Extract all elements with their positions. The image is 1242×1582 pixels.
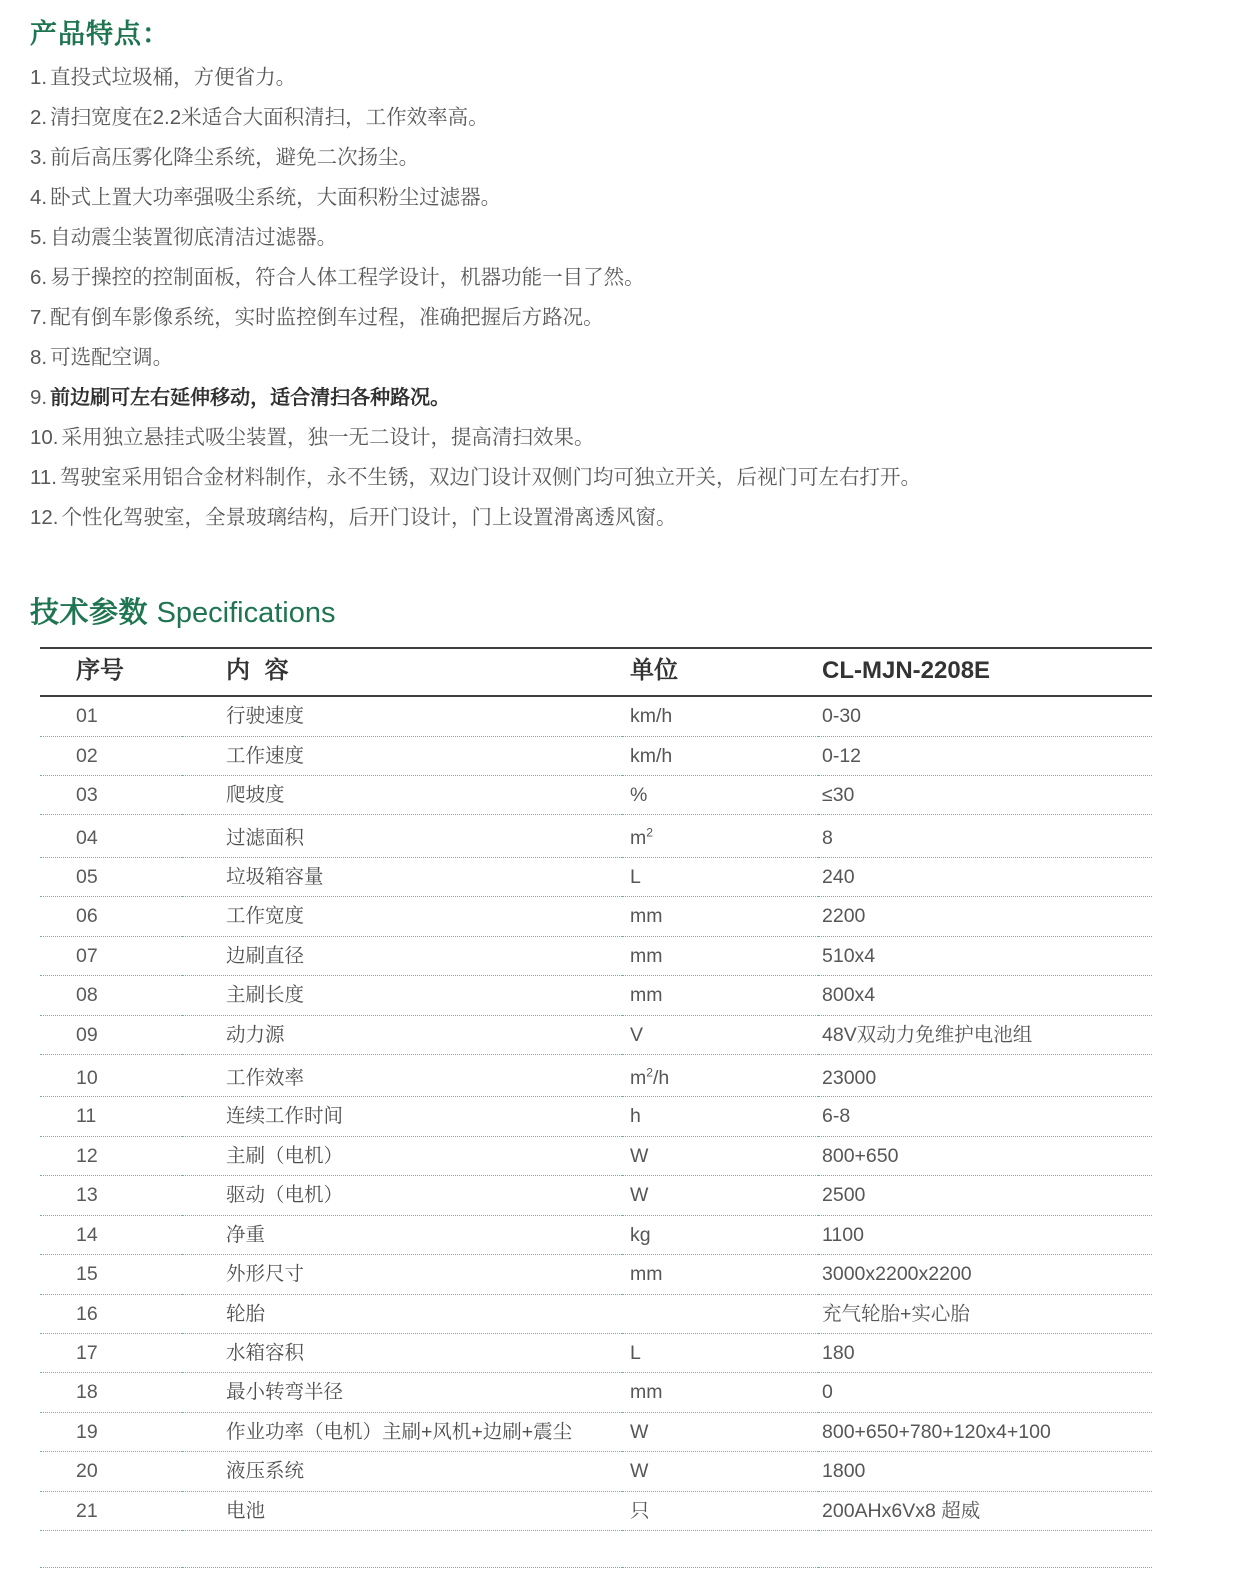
table-row (40, 776, 1152, 815)
feature-item-index: 2. (30, 105, 48, 129)
cell-item: 作业功率（电机）主刷+风机+边刷+震尘 (182, 1412, 622, 1451)
cell-unit: W (622, 1412, 818, 1451)
cell-value: 8 (818, 815, 1152, 857)
feature-item-index: 12. (30, 505, 59, 529)
cell-item: 爬坡度 (182, 776, 622, 815)
table-row (40, 1452, 1152, 1491)
feature-item (0, 265, 1242, 289)
cell-empty (622, 1531, 818, 1568)
specifications-section (0, 596, 1242, 1568)
cell-unit: L (622, 857, 818, 896)
cell-unit-exponent: 2 (646, 1065, 653, 1080)
specifications-heading-en: Specifications (156, 597, 336, 629)
cell-no: 12 (40, 1136, 182, 1175)
feature-item-index: 1. (30, 65, 48, 89)
cell-unit: mm (622, 1373, 818, 1412)
specifications-table-body (40, 696, 1152, 1567)
cell-value: 2500 (818, 1176, 1152, 1215)
feature-item-index: 4. (30, 185, 48, 209)
cell-value: 240 (818, 857, 1152, 896)
feature-item (0, 185, 1242, 209)
cell-item: 工作效率 (182, 1054, 622, 1096)
cell-no: 20 (40, 1452, 182, 1491)
cell-no: 18 (40, 1373, 182, 1412)
table-row (40, 1255, 1152, 1294)
cell-unit: km/h (622, 736, 818, 775)
feature-item-text: 驾驶室采用铝合金材料制作，永不生锈，双边门设计双侧门均可独立开关，后视门可左右打开。 (59, 465, 921, 489)
feature-item-text: 采用独立悬挂式吸尘装置，独一无二设计，提高清扫效果。 (61, 425, 595, 449)
cell-no: 01 (40, 696, 182, 736)
table-row (40, 1054, 1152, 1096)
cell-empty (40, 1531, 182, 1568)
cell-item: 外形尺寸 (182, 1255, 622, 1294)
cell-value: 6-8 (818, 1097, 1152, 1136)
cell-value: 200AHx6Vx8 超威 (818, 1491, 1152, 1530)
feature-item-text: 可选配空调。 (50, 345, 174, 369)
cell-item: 工作宽度 (182, 897, 622, 936)
column-header-no: 序号 (40, 648, 182, 696)
cell-item: 过滤面积 (182, 815, 622, 857)
table-row (40, 1294, 1152, 1333)
cell-no: 14 (40, 1215, 182, 1254)
cell-value: 510x4 (818, 936, 1152, 975)
cell-no: 09 (40, 1015, 182, 1054)
cell-no: 21 (40, 1491, 182, 1530)
cell-value: ≤30 (818, 776, 1152, 815)
feature-item (0, 385, 1242, 409)
cell-unit: mm (622, 1255, 818, 1294)
feature-item (0, 465, 1242, 489)
table-row (40, 1097, 1152, 1136)
cell-unit: W (622, 1136, 818, 1175)
cell-empty (182, 1531, 622, 1568)
feature-item-text: 自动震尘装置彻底清洁过滤器。 (50, 225, 338, 249)
product-features-heading: 产品特点： (30, 19, 170, 49)
feature-item (0, 505, 1242, 529)
cell-unit: km/h (622, 696, 818, 736)
cell-item: 行驶速度 (182, 696, 622, 736)
table-row (40, 976, 1152, 1015)
feature-item-index: 11. (30, 465, 57, 489)
table-row (40, 1333, 1152, 1372)
table-row (40, 1015, 1152, 1054)
column-header-item: 内 容 (182, 648, 622, 696)
cell-unit: L (622, 1333, 818, 1372)
cell-no: 08 (40, 976, 182, 1015)
cell-empty (818, 1531, 1152, 1568)
feature-item-text: 直投式垃圾桶，方便省力。 (50, 65, 297, 89)
specifications-heading (30, 596, 1242, 631)
cell-item: 主刷长度 (182, 976, 622, 1015)
feature-item-text: 前后高压雾化降尘系统，避免二次扬尘。 (50, 145, 420, 169)
feature-item (0, 225, 1242, 249)
cell-unit: % (622, 776, 818, 815)
cell-no: 06 (40, 897, 182, 936)
cell-item: 电池 (182, 1491, 622, 1530)
cell-no: 02 (40, 736, 182, 775)
specifications-table-head (40, 648, 1152, 696)
cell-value: 23000 (818, 1054, 1152, 1096)
cell-item: 垃圾箱容量 (182, 857, 622, 896)
feature-item-text: 个性化驾驶室，全景玻璃结构，后开门设计，门上设置滑离透风窗。 (61, 505, 677, 529)
cell-item: 工作速度 (182, 736, 622, 775)
column-header-model: CL-MJN-2208E (818, 648, 1152, 696)
feature-item-index: 8. (30, 345, 48, 369)
cell-unit: W (622, 1176, 818, 1215)
cell-unit-suffix: /h (652, 1066, 670, 1089)
table-row (40, 1412, 1152, 1451)
cell-value: 2200 (818, 897, 1152, 936)
cell-value: 0 (818, 1373, 1152, 1412)
cell-value: 充气轮胎+实心胎 (818, 1294, 1152, 1333)
cell-no: 15 (40, 1255, 182, 1294)
cell-no: 07 (40, 936, 182, 975)
cell-item: 主刷（电机） (182, 1136, 622, 1175)
cell-value: 0-30 (818, 696, 1152, 736)
cell-item: 动力源 (182, 1015, 622, 1054)
product-features-section (0, 0, 1242, 548)
feature-item (0, 145, 1242, 169)
table-header-row (40, 648, 1152, 696)
cell-unit: W (622, 1452, 818, 1491)
cell-unit (622, 1294, 818, 1333)
cell-unit-exponent: 2 (646, 825, 653, 840)
feature-item-index: 5. (30, 225, 48, 249)
feature-item-index: 10. (30, 425, 59, 449)
table-row (40, 897, 1152, 936)
feature-item (0, 65, 1242, 89)
cell-unit: kg (622, 1215, 818, 1254)
cell-item: 轮胎 (182, 1294, 622, 1333)
feature-item (0, 345, 1242, 369)
feature-item-index: 6. (30, 265, 48, 289)
cell-item: 边刷直径 (182, 936, 622, 975)
table-row (40, 936, 1152, 975)
table-row (40, 696, 1152, 736)
cell-no: 04 (40, 815, 182, 857)
cell-value: 800+650 (818, 1136, 1152, 1175)
feature-item-text: 配有倒车影像系统，实时监控倒车过程，准确把握后方路况。 (50, 305, 604, 329)
feature-item (0, 105, 1242, 129)
cell-value: 0-12 (818, 736, 1152, 775)
table-row (40, 1176, 1152, 1215)
table-row (40, 1373, 1152, 1412)
cell-value: 3000x2200x2200 (818, 1255, 1152, 1294)
cell-no: 13 (40, 1176, 182, 1215)
cell-value: 48V双动力免维护电池组 (818, 1015, 1152, 1054)
feature-item-index: 7. (30, 305, 48, 329)
cell-item: 液压系统 (182, 1452, 622, 1491)
specifications-table (40, 647, 1152, 1568)
table-row (40, 815, 1152, 857)
cell-item: 驱动（电机） (182, 1176, 622, 1215)
cell-unit: mm (622, 976, 818, 1015)
cell-no: 19 (40, 1412, 182, 1451)
cell-unit-base: m (630, 827, 647, 850)
feature-item (0, 425, 1242, 449)
cell-value: 800x4 (818, 976, 1152, 1015)
cell-unit: mm (622, 897, 818, 936)
feature-item (0, 305, 1242, 329)
cell-value: 1800 (818, 1452, 1152, 1491)
cell-value: 1100 (818, 1215, 1152, 1254)
feature-item-text: 易于操控的控制面板，符合人体工程学设计，机器功能一目了然。 (50, 265, 645, 289)
cell-unit: 只 (622, 1491, 818, 1530)
cell-no: 17 (40, 1333, 182, 1372)
table-row (40, 1215, 1152, 1254)
cell-no: 11 (40, 1097, 182, 1136)
table-row (40, 1136, 1152, 1175)
cell-item: 净重 (182, 1215, 622, 1254)
cell-unit: V (622, 1015, 818, 1054)
cell-unit (622, 815, 818, 857)
table-row-empty (40, 1531, 1152, 1568)
column-header-unit: 单位 (622, 648, 818, 696)
cell-unit-base: m (630, 1066, 647, 1089)
table-row (40, 1491, 1152, 1530)
product-features-list (0, 65, 1242, 529)
cell-value: 180 (818, 1333, 1152, 1372)
specifications-heading-cn: 技术参数 (30, 597, 149, 629)
cell-item: 水箱容积 (182, 1333, 622, 1372)
cell-unit: h (622, 1097, 818, 1136)
feature-item-text: 前边刷可左右延伸移动，适合清扫各种路况。 (50, 386, 451, 409)
cell-no: 16 (40, 1294, 182, 1333)
table-row (40, 736, 1152, 775)
cell-no: 10 (40, 1054, 182, 1096)
cell-item: 连续工作时间 (182, 1097, 622, 1136)
cell-no: 03 (40, 776, 182, 815)
cell-unit: mm (622, 936, 818, 975)
cell-value: 800+650+780+120x4+100 (818, 1412, 1152, 1451)
cell-unit (622, 1054, 818, 1096)
feature-item-index: 3. (30, 145, 48, 169)
cell-item: 最小转弯半径 (182, 1373, 622, 1412)
feature-item-index: 9. (30, 385, 48, 409)
feature-item-text: 卧式上置大功率强吸尘系统，大面积粉尘过滤器。 (50, 185, 502, 209)
table-row (40, 857, 1152, 896)
cell-no: 05 (40, 857, 182, 896)
feature-item-text: 清扫宽度在2.2米适合大面积清扫，工作效率高。 (50, 105, 489, 129)
